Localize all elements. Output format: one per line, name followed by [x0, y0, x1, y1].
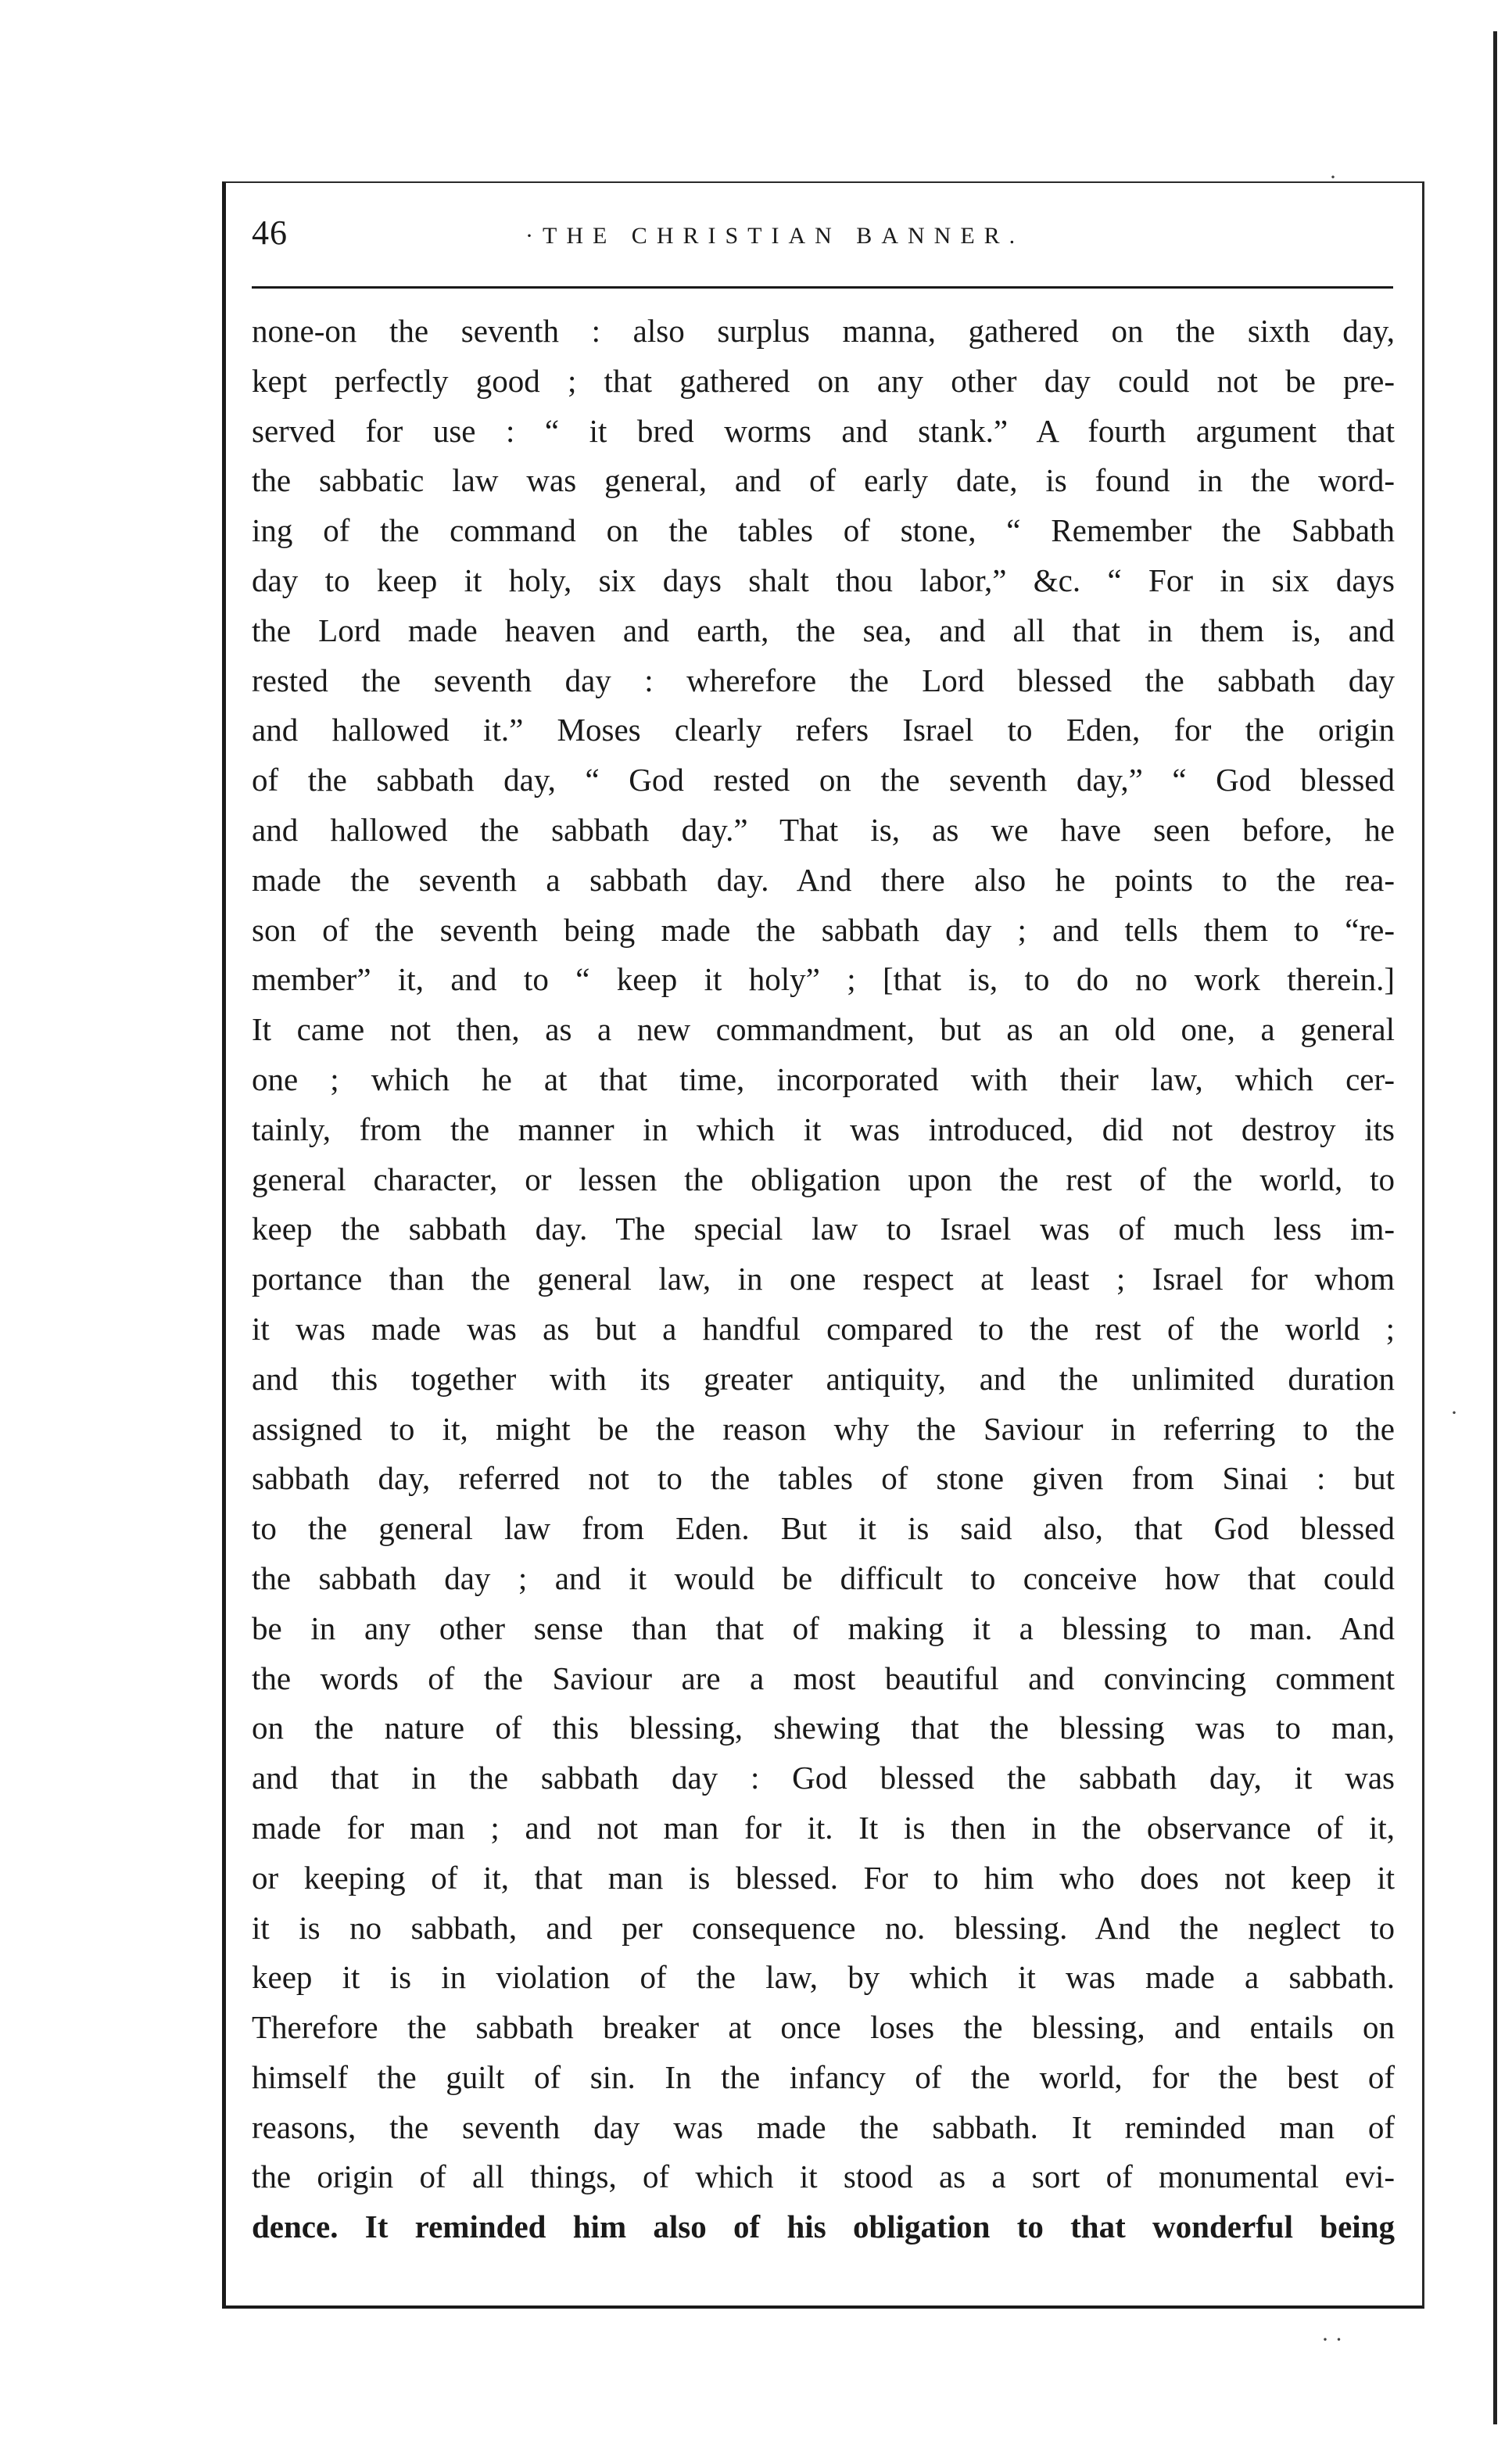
print-speck: ·	[1450, 1400, 1458, 1426]
text-line: assigned to it, might be the reason why the Saviour in referring to the	[252, 1410, 1395, 1447]
text-line: or keeping of it, that man is blessed. For to him who does not keep it	[252, 1859, 1395, 1896]
page-edge-rule	[1493, 31, 1497, 2424]
text-line: the sabbath day ; and it would be difficult to conceive how that could	[252, 1559, 1395, 1596]
text-line: the Lord made heaven and earth, the sea, and all that in them is, and	[252, 612, 1395, 648]
header-rule	[252, 286, 1393, 289]
text-line: the words of the Saviour are a most beautiful and convincing comment	[252, 1660, 1395, 1696]
text-line: the origin of all things, of which it stood as a sort of monumental evi-	[252, 2158, 1395, 2195]
text-line: member” it, and to “ keep it holy” ; [that is, to do no work therein.]	[252, 961, 1395, 998]
text-line: on the nature of this blessing, shewing that the blessing was to man,	[252, 1710, 1395, 1746]
text-line: to the general law from Eden. But it is said also, that God blessed	[252, 1510, 1395, 1547]
body-text	[252, 307, 1395, 2252]
print-speck: · ·	[1321, 2327, 1343, 2352]
text-line: keep it is in violation of the law, by which it was made a sabbath.	[252, 1959, 1395, 1996]
text-line: it is no sabbath, and per consequence no. blessing. And the neglect to	[252, 1909, 1395, 1946]
text-line: It came not then, as a new commandment, but as an old one, a general	[252, 1011, 1395, 1048]
text-line: keep the sabbath day. The special law to Israel was of much less im-	[252, 1211, 1395, 1247]
print-speck: ·	[1329, 164, 1337, 190]
text-line: rested the seventh day : wherefore the Lord blessed the sabbath day	[252, 662, 1395, 698]
text-line: and hallowed the sabbath day.” That is, as we have seen before, he	[252, 811, 1395, 848]
page-number: 46	[252, 214, 288, 252]
text-line: tainly, from the manner in which it was introduced, did not destroy its	[252, 1111, 1395, 1147]
text-line: made the seventh a sabbath day. And there also he points to the rea-	[252, 861, 1395, 898]
text-line: served for use : “ it bred worms and stank.” A fourth argument that	[252, 412, 1395, 449]
text-line: made for man ; and not man for it. It is then in the observance of it,	[252, 1809, 1395, 1846]
text-line: none-on the seventh : also surplus manna, gathered on the sixth day,	[252, 313, 1395, 349]
text-line: Therefore the sabbath breaker at once loses the blessing, and entails on	[252, 2009, 1395, 2046]
text-line: of the sabbath day, “ God rested on the seventh day,” “ God blessed	[252, 762, 1395, 798]
text-line: one ; which he at that time, incorporated with their law, which cer-	[252, 1060, 1395, 1097]
running-head	[252, 210, 1393, 264]
text-line: be in any other sense than that of making it a blessing to man. And	[252, 1609, 1395, 1646]
text-line: and hallowed it.” Moses clearly refers Israel to Eden, for the origin	[252, 712, 1395, 748]
text-line: and this together with its greater antiquity, and the unlimited duration	[252, 1360, 1395, 1397]
text-line: himself the guilt of sin. In the infancy of the world, for the best of	[252, 2058, 1395, 2095]
text-line: general character, or lessen the obligation upon the rest of the world, to	[252, 1161, 1395, 1197]
journal-title: ·THE CHRISTIAN BANNER.	[525, 223, 1025, 249]
text-line: portance than the general law, in one respect at least ; Israel for whom	[252, 1261, 1395, 1297]
text-line: reasons, the seventh day was made the sabbath. It reminded man of	[252, 2108, 1395, 2145]
text-line: son of the seventh being made the sabbath day ; and tells them to “re-	[252, 911, 1395, 948]
text-line: dence. It reminded him also of his obligation to that wonderful being	[252, 2209, 1395, 2245]
text-line: day to keep it holy, six days shalt thou labor,” &c. “ For in six days	[252, 562, 1395, 598]
text-line: the sabbatic law was general, and of early date, is found in the word-	[252, 462, 1395, 499]
text-line: kept perfectly good ; that gathered on any other day could not be pre-	[252, 362, 1395, 399]
text-line: it was made was as but a handful compared to the rest of the world ;	[252, 1310, 1395, 1347]
text-line: and that in the sabbath day : God blessed the sabbath day, it was	[252, 1760, 1395, 1796]
text-line: sabbath day, referred not to the tables of stone given from Sinai : but	[252, 1460, 1395, 1497]
text-line: ing of the command on the tables of stone, “ Remember the Sabbath	[252, 512, 1395, 549]
